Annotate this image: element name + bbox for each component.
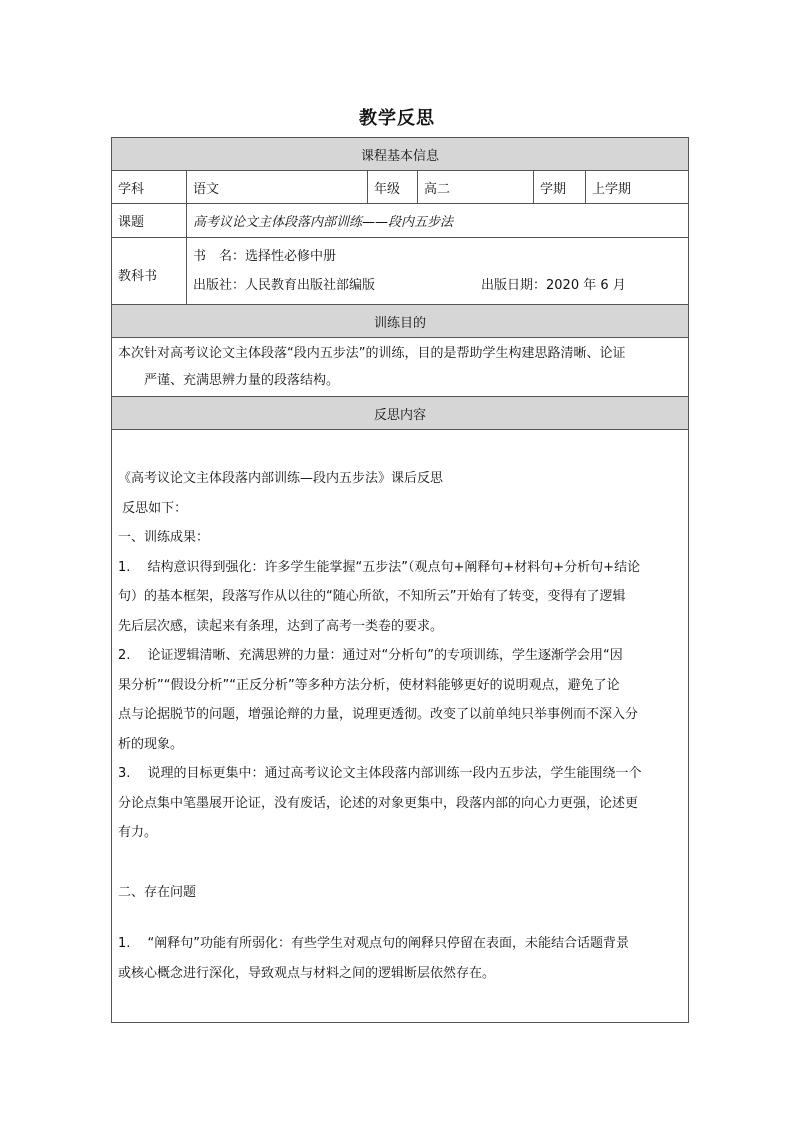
topic-value: 高考议论文主体段落内部训练——段内五步法 bbox=[187, 204, 689, 238]
reflection-header-row bbox=[112, 397, 689, 430]
paragraph-line: 分论点集中笔墨展开论证，没有废话，论述的对象更集中，段落内部的向心力更强，论述更 bbox=[118, 795, 639, 811]
paragraph-line: 或核心概念进行深化，导致观点与材料之间的逻辑断层依然存在。 bbox=[118, 965, 496, 981]
purpose-header: 训练目的 bbox=[112, 305, 689, 338]
paragraph-line: 1. “阐释句”功能有所弱化：有些学生对观点句的阐释只停留在表面，未能结合话题背景 bbox=[118, 936, 630, 951]
reflection-intro: 反思如下： bbox=[118, 500, 188, 516]
course-info-row bbox=[112, 171, 689, 204]
section-heading: 二、存在问题 bbox=[118, 884, 197, 900]
reflection-body bbox=[112, 430, 689, 1023]
paragraph-line: 2. 论证逻辑清晰、充满思辨的力量：通过对“分析句”的专项训练，学生逐渐学会用“因 bbox=[118, 648, 623, 663]
purpose-text bbox=[112, 338, 689, 397]
book-name: 书 名：选择性必修中册 bbox=[193, 249, 337, 264]
publication-date: 出版日期：2020 年 6 月 bbox=[481, 278, 626, 293]
term-value: 上学期 bbox=[586, 171, 689, 204]
subject-value: 语文 bbox=[187, 171, 368, 204]
course-info-header: 课程基本信息 bbox=[112, 138, 689, 171]
course-info-header-row bbox=[112, 138, 689, 171]
paragraph-line: 果分析”“假设分析”“正反分析”等多种方法分析，使材料能够更好的说明观点，避免了论 bbox=[118, 677, 620, 693]
topic-row bbox=[112, 204, 689, 238]
purpose-line: 严谨、充满思辨力量的段落结构。 bbox=[144, 373, 340, 388]
textbook-label: 教科书 bbox=[112, 238, 187, 305]
textbook-row bbox=[112, 238, 689, 305]
term-label: 学期 bbox=[534, 171, 586, 204]
paragraph-line: 先后层次感，读起来有条理，达到了高考一类卷的要求。 bbox=[118, 618, 444, 634]
publisher: 出版社：人民教育出版社部编版 bbox=[193, 278, 376, 293]
purpose-line: 本次针对高考议论文主体段落“段内五步法”的训练，目的是帮助学生构建思路清晰、论证 bbox=[118, 346, 626, 361]
paragraph-line: 1. 结构意识得到强化：许多学生能掌握“五步法”（观点句+阐释句+材料句+分析句+结论 bbox=[118, 559, 641, 575]
grade-value: 高二 bbox=[418, 171, 534, 204]
paragraph-line: 有力。 bbox=[118, 825, 158, 840]
purpose-header-row bbox=[112, 305, 689, 338]
document-title: 教学反思 bbox=[359, 108, 435, 129]
reflection-header: 反思内容 bbox=[112, 397, 689, 430]
reflection-form-table bbox=[111, 137, 689, 1023]
section-heading: 一、训练成果： bbox=[118, 530, 210, 545]
paragraph-line: 3. 说理的目标更集中：通过高考议论文主体段落内部训练一段内五步法，学生能围绕一个 bbox=[118, 766, 642, 781]
subject-label: 学科 bbox=[112, 171, 187, 204]
paragraph-line: 点与论据脱节的问题，增强论辩的力量，说理更透彻。改变了以前单纯只举事例而不深入分 bbox=[118, 707, 639, 722]
grade-label: 年级 bbox=[368, 171, 418, 204]
paragraph-line: 句）的基本框架，段落写作从以往的“随心所欲，不知所云”开始有了转变，变得有了逻辑 bbox=[118, 589, 626, 604]
topic-label: 课题 bbox=[112, 204, 187, 238]
spacer bbox=[118, 907, 682, 929]
reflection-row bbox=[112, 430, 689, 1023]
spacer bbox=[118, 848, 682, 878]
reflection-title: 《高考议论文主体段落内部训练—段内五步法》课后反思 bbox=[118, 471, 444, 486]
textbook-details bbox=[187, 238, 689, 305]
purpose-row bbox=[112, 338, 689, 397]
paragraph-line: 析的现象。 bbox=[118, 736, 184, 752]
